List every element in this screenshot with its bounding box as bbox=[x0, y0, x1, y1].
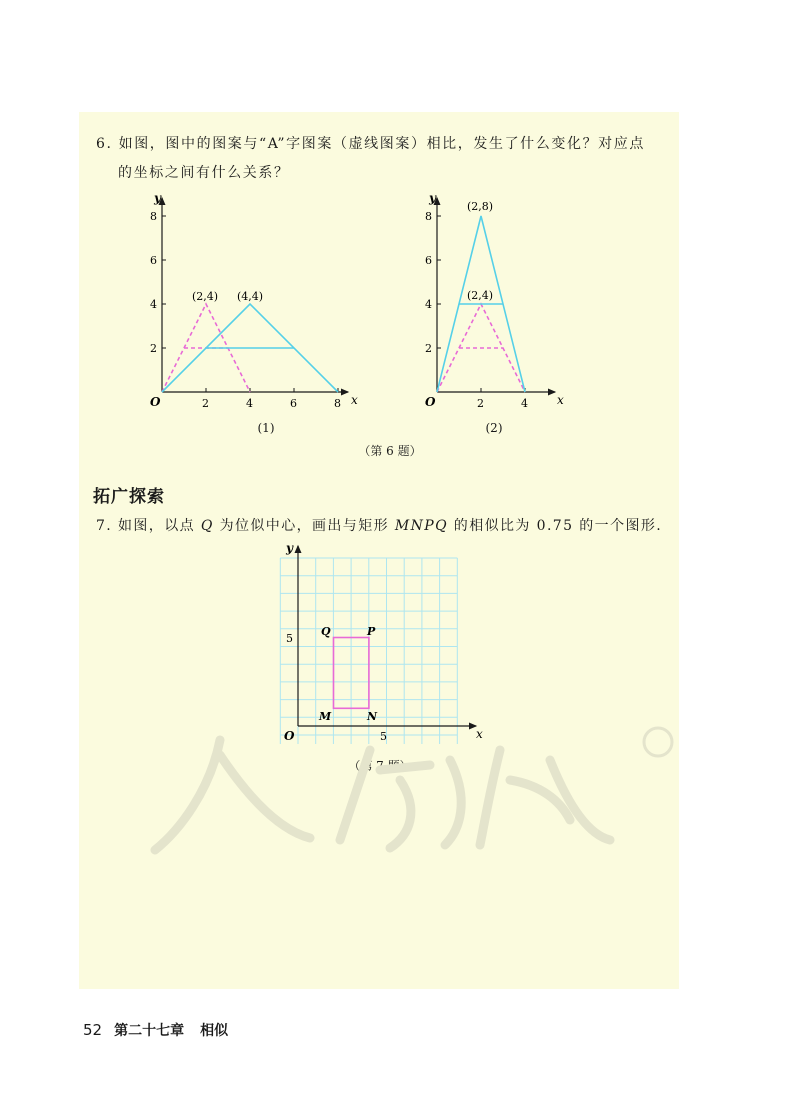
vertex-label-q: Q bbox=[321, 625, 331, 638]
question-6 bbox=[96, 130, 676, 188]
x-tick-label: 4 bbox=[521, 397, 528, 410]
question-7-prefix: 7. 如图，以点 bbox=[96, 518, 201, 534]
y-tick-label: 4 bbox=[150, 298, 157, 311]
x-axis-label: x bbox=[557, 393, 564, 407]
point-label: (2,4) bbox=[192, 290, 219, 303]
origin-label: O bbox=[284, 729, 295, 743]
question-7 bbox=[96, 512, 676, 540]
point-label: (2,4) bbox=[467, 289, 494, 302]
question-7-suffix: 的相似比为 0.75 的一个图形. bbox=[447, 518, 663, 534]
x-axis-label: x bbox=[351, 393, 358, 407]
point-label: (4,4) bbox=[237, 290, 264, 303]
figure-6-2-caption: (2) bbox=[485, 421, 503, 435]
vertex-label-m: M bbox=[319, 710, 332, 723]
figure-7-caption: （第 7 题） bbox=[348, 759, 412, 773]
point-label: (2,8) bbox=[467, 200, 494, 213]
page-number: 52 bbox=[83, 1021, 103, 1039]
publisher-watermark bbox=[150, 720, 680, 860]
x-tick-label: 2 bbox=[202, 397, 209, 410]
figure-7 bbox=[270, 540, 490, 750]
y-tick-label: 2 bbox=[425, 342, 432, 355]
x-tick-label: 5 bbox=[380, 730, 387, 743]
vertex-label-p: P bbox=[367, 625, 376, 638]
y-axis-label: y bbox=[154, 191, 161, 205]
y-axis-label: y bbox=[429, 191, 436, 205]
x-axis-label: x bbox=[476, 727, 483, 741]
chapter-label: 第二十七章 bbox=[114, 1023, 185, 1039]
question-6-line2: 的坐标之间有什么关系？ bbox=[118, 165, 290, 181]
y-tick-label: 8 bbox=[425, 210, 432, 223]
section-title: 拓广探索 bbox=[93, 487, 165, 507]
y-tick-label: 8 bbox=[150, 210, 157, 223]
y-axis-label: y bbox=[286, 541, 293, 555]
question-7-mid: 为位似中心，画出与矩形 bbox=[213, 518, 395, 534]
figure-6-1 bbox=[140, 190, 370, 420]
y-tick-label: 5 bbox=[286, 632, 293, 645]
question-7-point: Q bbox=[200, 518, 214, 534]
figure-6-1-caption: (1) bbox=[257, 421, 275, 435]
y-tick-label: 6 bbox=[425, 254, 432, 267]
chapter-title: 相似 bbox=[200, 1023, 229, 1039]
x-tick-label: 2 bbox=[477, 397, 484, 410]
y-tick-label: 4 bbox=[425, 298, 432, 311]
y-tick-label: 2 bbox=[150, 342, 157, 355]
origin-label: O bbox=[150, 395, 161, 409]
origin-label: O bbox=[425, 395, 436, 409]
x-tick-label: 4 bbox=[246, 397, 253, 410]
figure-6-caption: （第 6 题） bbox=[358, 444, 422, 458]
figure-6-2 bbox=[415, 190, 575, 420]
page-footer bbox=[83, 1020, 228, 1040]
question-6-line1: 6. 如图，图中的图案与“A”字图案（虚线图案）相比，发生了什么变化？对应点 bbox=[96, 136, 645, 152]
y-tick-label: 6 bbox=[150, 254, 157, 267]
x-tick-label: 8 bbox=[334, 397, 341, 410]
x-tick-label: 6 bbox=[290, 397, 297, 410]
vertex-label-n: N bbox=[367, 710, 378, 723]
question-7-rect: MNPQ bbox=[394, 518, 448, 534]
